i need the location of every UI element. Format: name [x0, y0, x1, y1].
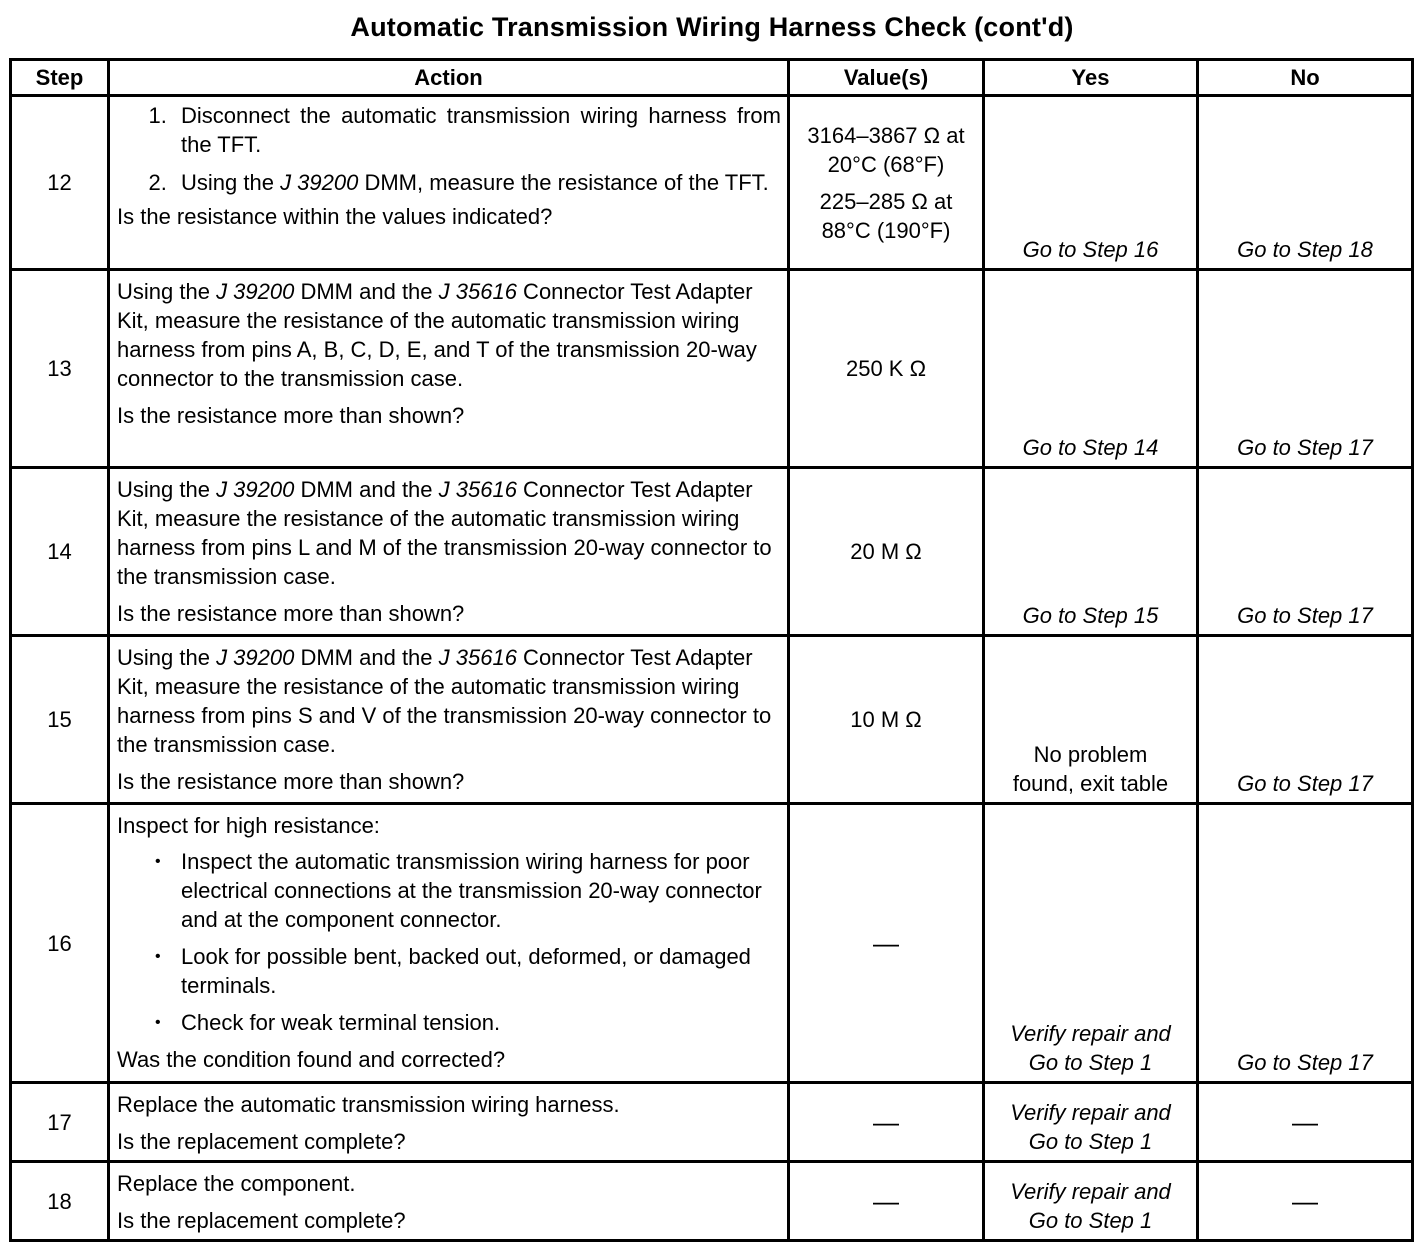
no-cell: Go to Step 17 — [1198, 636, 1413, 804]
list-item: 2. Using the J 39200 DMM, measure the resistance of the TFT. — [173, 168, 781, 197]
list-item: • Inspect the automatic transmission wiring harness for poor electrical connections at the transmission 20-way connector and at the component connector. — [181, 847, 781, 934]
yes-cell: No problem found, exit table — [984, 636, 1198, 804]
action-cell — [109, 468, 789, 636]
action-question: Is the replacement complete? — [117, 1129, 406, 1154]
no-cell: — — [1198, 1083, 1413, 1162]
action-cell — [109, 1083, 789, 1162]
value-cell: — — [789, 1083, 984, 1162]
yes-cell: Go to Step 16 — [984, 96, 1198, 270]
header-no: No — [1198, 60, 1413, 96]
yes-cell: Go to Step 15 — [984, 468, 1198, 636]
list-item: • Check for weak terminal tension. — [181, 1008, 781, 1037]
table-row — [11, 636, 1413, 804]
no-cell: Go to Step 17 — [1198, 804, 1413, 1083]
step-number: 14 — [11, 468, 109, 636]
value-cell: 3164–3867 Ω at 20°C (68°F) 225–285 Ω at 88°C (190°F) — [789, 96, 984, 270]
header-row — [11, 60, 1413, 96]
step-number: 15 — [11, 636, 109, 804]
header-yes: Yes — [984, 60, 1198, 96]
action-text: Using the J 39200 DMM and the J 35616 Connector Test Adapter Kit, measure the resistance of the automatic transmission wiring harness from pins L and M of the transmission 20-way connector to the transmission case. — [117, 477, 772, 589]
header-action: Action — [109, 60, 789, 96]
yes-cell: Verify repair and Go to Step 1 — [984, 1162, 1198, 1241]
value-cell: 10 M Ω — [789, 636, 984, 804]
value-cell: 20 M Ω — [789, 468, 984, 636]
value-cell: — — [789, 1162, 984, 1241]
table-row — [11, 1083, 1413, 1162]
list-item: • Look for possible bent, backed out, deformed, or damaged terminals. — [181, 942, 781, 1000]
header-values: Value(s) — [789, 60, 984, 96]
action-cell — [109, 804, 789, 1083]
action-text: Using the J 39200 DMM and the J 35616 Connector Test Adapter Kit, measure the resistance of the automatic transmission wiring harness from pins S and V of the transmission 20-way connector to the transmission case. — [117, 645, 772, 757]
step-number: 17 — [11, 1083, 109, 1162]
header-step: Step — [11, 60, 109, 96]
step-number: 18 — [11, 1162, 109, 1241]
no-cell: Go to Step 17 — [1198, 468, 1413, 636]
action-text: Replace the component. — [117, 1171, 356, 1196]
action-question: Is the resistance more than shown? — [117, 601, 465, 626]
no-cell: — — [1198, 1162, 1413, 1241]
table-row — [11, 468, 1413, 636]
no-cell: Go to Step 18 — [1198, 96, 1413, 270]
yes-cell: Verify repair and Go to Step 1 — [984, 1083, 1198, 1162]
yes-cell: Go to Step 14 — [984, 270, 1198, 468]
action-cell — [109, 636, 789, 804]
list-item: 1. Disconnect the automatic transmission wiring harness from the TFT. — [173, 101, 781, 159]
step-number: 13 — [11, 270, 109, 468]
yes-cell: Verify repair and Go to Step 1 — [984, 804, 1198, 1083]
tool-reference: J 39200 — [280, 170, 359, 195]
action-question: Is the resistance within the values indicated? — [117, 204, 553, 229]
step-number: 16 — [11, 804, 109, 1083]
table-row — [11, 1162, 1413, 1241]
action-cell — [109, 1162, 789, 1241]
table-row — [11, 270, 1413, 468]
action-cell — [109, 96, 789, 270]
table-row — [11, 804, 1413, 1083]
step-number: 12 — [11, 96, 109, 270]
action-text: Replace the automatic transmission wiring harness. — [117, 1092, 620, 1117]
action-question: Is the resistance more than shown? — [117, 769, 465, 794]
action-intro: Inspect for high resistance: — [117, 813, 380, 838]
action-question: Was the condition found and corrected? — [117, 1047, 506, 1072]
action-text: Using the J 39200 DMM and the J 35616 Connector Test Adapter Kit, measure the resistance of the automatic transmission wiring harness from pins A, B, C, D, E, and T of the transmission 20-way connector to the transmission case. — [117, 279, 757, 391]
value-cell: 250 K Ω — [789, 270, 984, 468]
action-steps — [117, 101, 781, 197]
action-question: Is the resistance more than shown? — [117, 403, 465, 428]
action-cell — [109, 270, 789, 468]
action-question: Is the replacement complete? — [117, 1208, 406, 1233]
table-row — [11, 96, 1413, 270]
inspection-list — [117, 847, 781, 1037]
no-cell: Go to Step 17 — [1198, 270, 1413, 468]
diagnostic-table — [9, 58, 1414, 1242]
page-title: Automatic Transmission Wiring Harness Check (cont'd) — [350, 12, 1074, 42]
value-cell: — — [789, 804, 984, 1083]
